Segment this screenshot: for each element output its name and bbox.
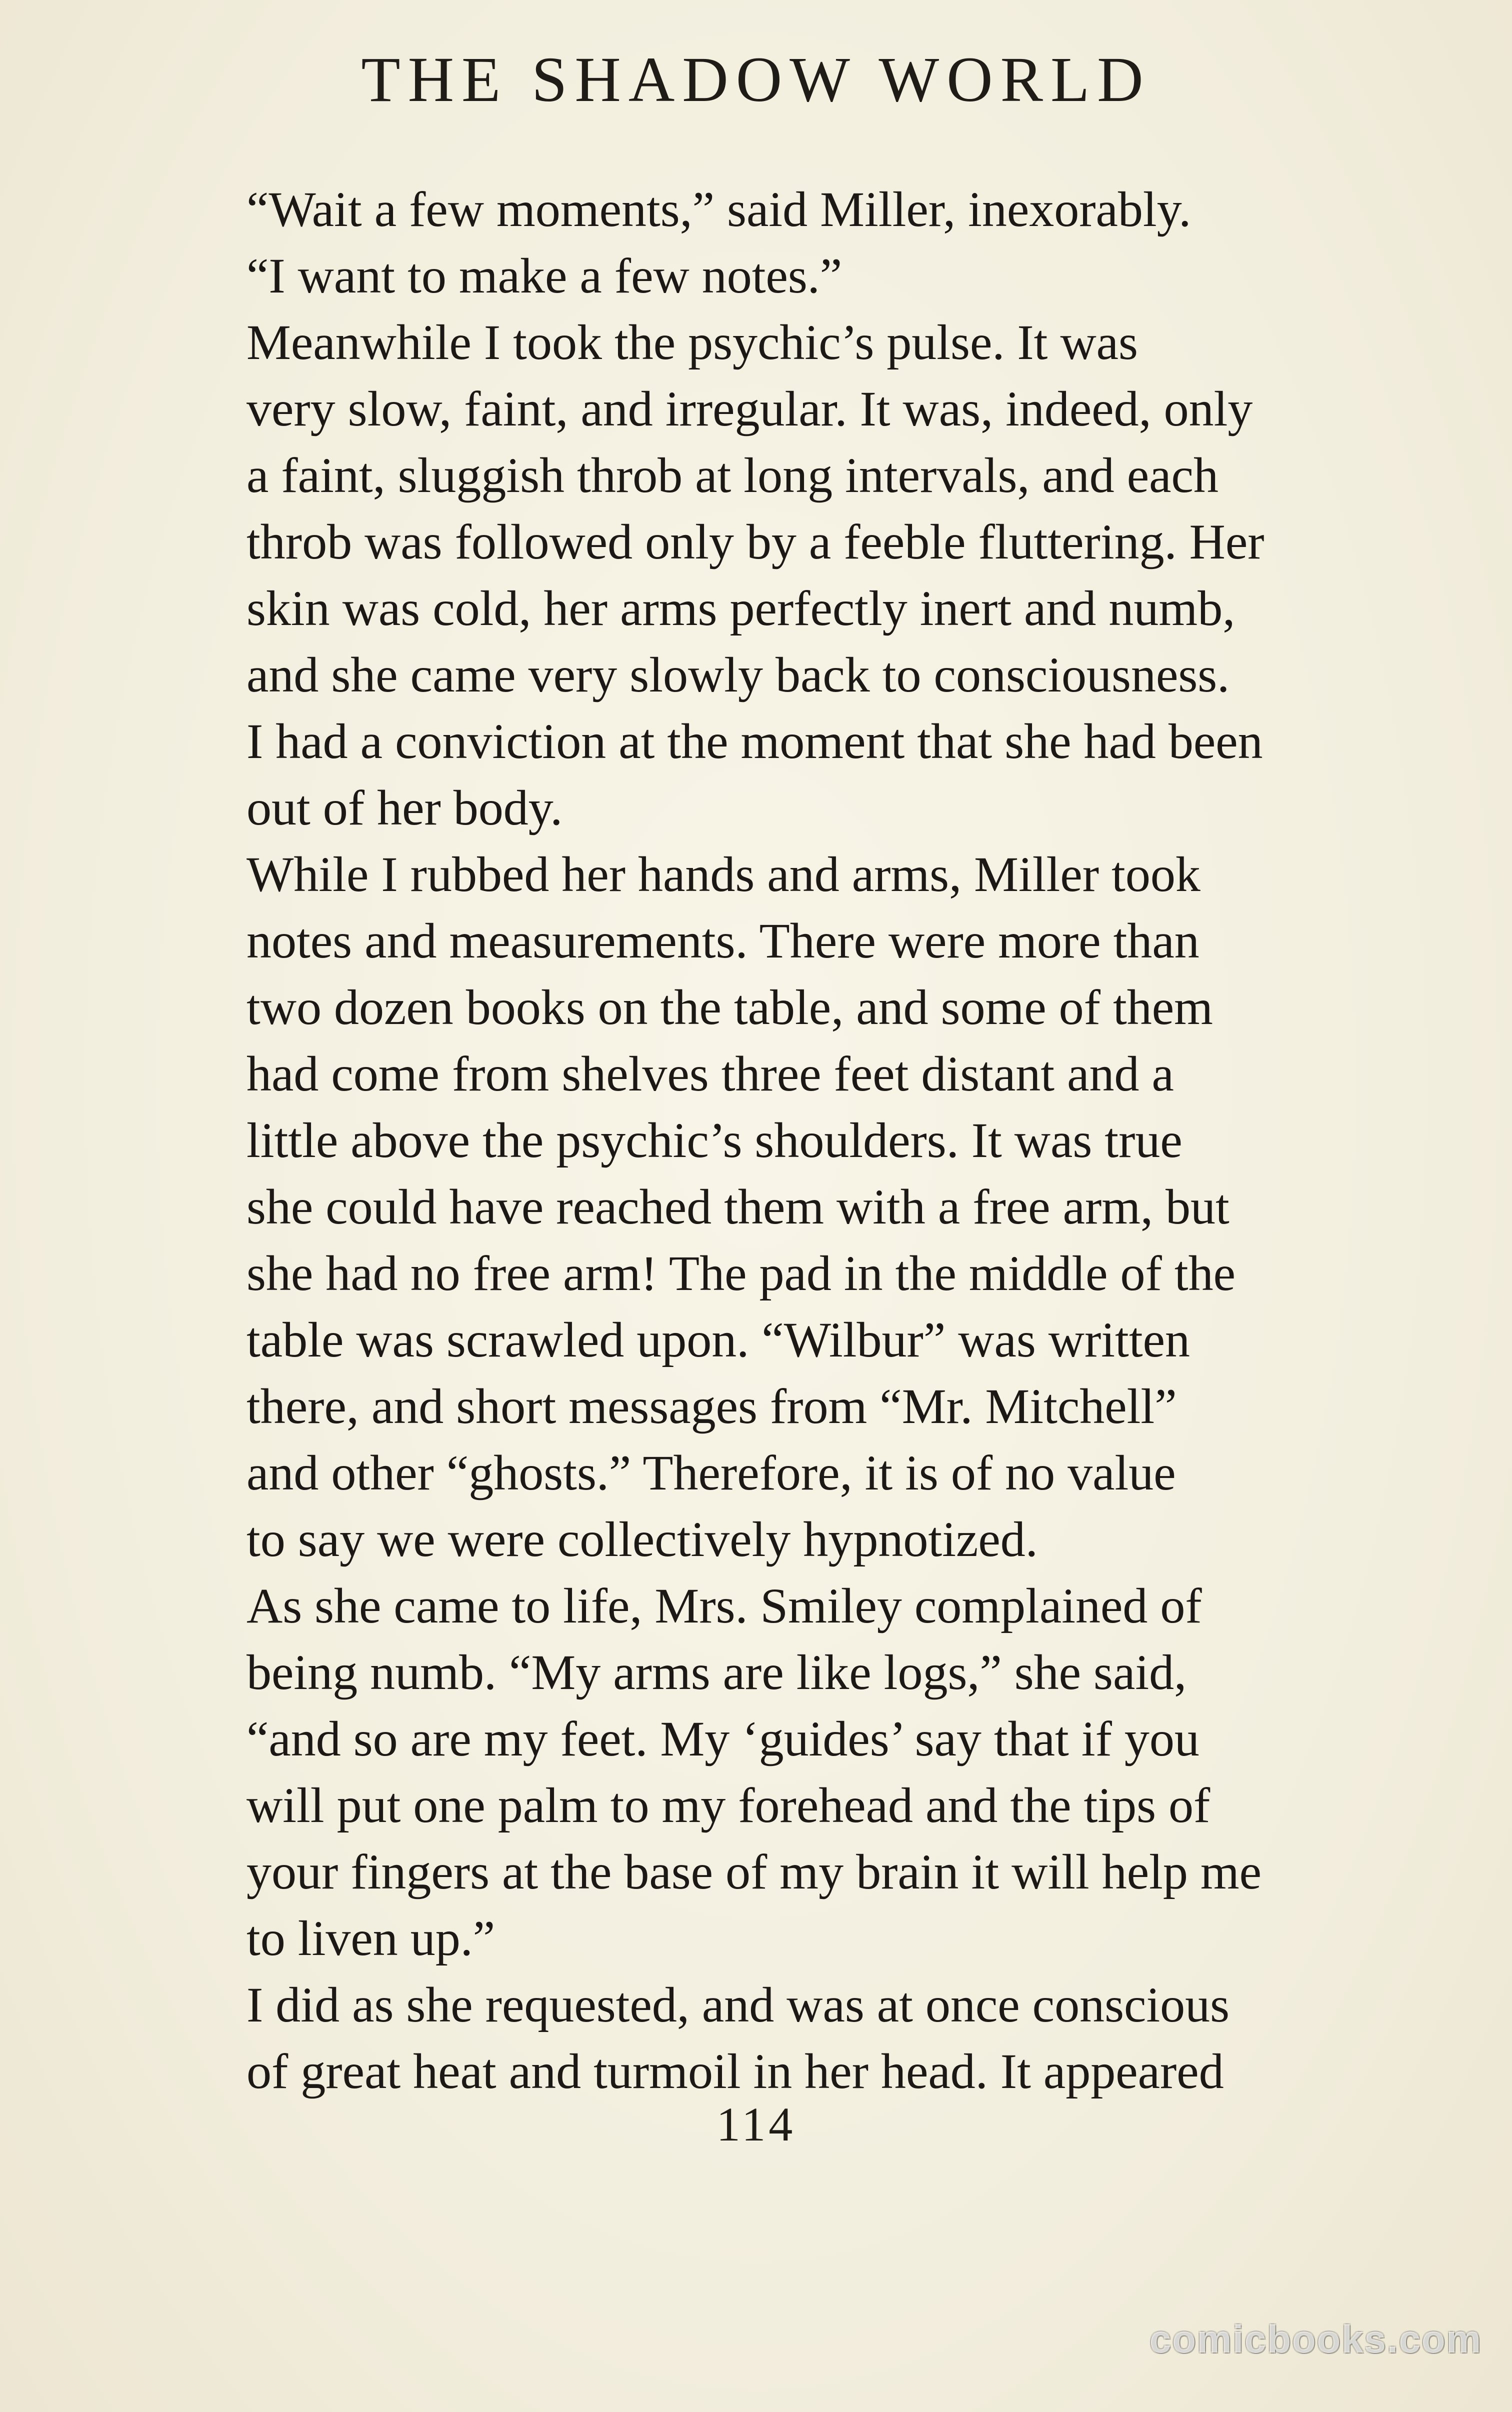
paragraph-1-line-2: “I want to make a few notes.” — [246, 248, 842, 304]
paragraph-2-line-1: Meanwhile I took the psychic’s pulse. It was — [246, 314, 1138, 370]
paragraph-3-line-8: table was scrawled upon. “Wilbur” was written — [246, 1312, 1190, 1368]
paragraph-4-line-1: As she came to life, Mrs. Smiley complained of — [246, 1578, 1202, 1634]
paragraph-4-line-2: being numb. “My arms are like logs,” she said, — [246, 1644, 1187, 1700]
paragraph-2-line-5: skin was cold, her arms perfectly inert and numb, — [246, 580, 1236, 636]
paragraph-3-line-9: there, and short messages from “Mr. Mitchell” — [246, 1378, 1177, 1434]
paragraph-3-line-11: to say we were collectively hypnotized. — [246, 1512, 1038, 1567]
paragraph-2-line-4: throb was followed only by a feeble fluttering. Her — [246, 514, 1264, 570]
paragraph-4-line-6: to liven up.” — [246, 1910, 496, 1966]
paragraph-2-line-2: very slow, faint, and irregular. It was, indeed, only — [246, 381, 1253, 436]
paragraph-4-line-4: will put one palm to my forehead and the tips of — [246, 1778, 1210, 1833]
page-number: 114 — [716, 2098, 796, 2151]
paragraph-2-line-8: out of her body. — [246, 780, 563, 836]
paragraph-3-line-2: notes and measurements. There were more than — [246, 913, 1200, 968]
paragraph-3-line-5: little above the psychic’s shoulders. It was true — [246, 1112, 1182, 1168]
paragraph-3-line-7: she had no free arm! The pad in the middle of the — [246, 1246, 1236, 1301]
paragraph-4-line-5: your fingers at the base of my brain it will help me — [246, 1844, 1262, 1900]
paragraph-3-line-10: and other “ghosts.” Therefore, it is of no value — [246, 1445, 1176, 1500]
body-text — [190, 176, 1426, 2104]
paragraph-1-line-1: “Wait a few moments,” said Miller, inexorably. — [246, 182, 1192, 237]
paragraph-5 — [190, 1972, 1426, 2104]
watermark-text: comicbooks.com — [1149, 2317, 1482, 2361]
paragraph-3-line-4: had come from shelves three feet distant and a — [246, 1046, 1174, 1102]
paragraph-3 — [190, 841, 1426, 1572]
paragraph-5-line-1: I did as she requested, and was at once conscious — [246, 1977, 1230, 2032]
paragraph-4 — [190, 1572, 1426, 1972]
running-title: THE SHADOW WORLD — [361, 44, 1151, 115]
paragraph-2-line-7: I had a conviction at the moment that she had been — [246, 714, 1263, 769]
paragraph-3-line-1: While I rubbed her hands and arms, Miller took — [246, 846, 1200, 902]
paragraph-5-line-2: of great heat and turmoil in her head. It appeared — [246, 2044, 1224, 2099]
paragraph-2-line-6: and she came very slowly back to consciousness. — [246, 647, 1230, 702]
paragraph-3-line-6: she could have reached them with a free arm, but — [246, 1179, 1230, 1234]
paragraph-4-line-3: “and so are my feet. My ‘guides’ say that if you — [246, 1711, 1200, 1766]
paragraph-1 — [190, 176, 1426, 309]
paragraph-2 — [190, 309, 1426, 841]
paragraph-3-line-3: two dozen books on the table, and some of them — [246, 980, 1213, 1035]
paragraph-2-line-3: a faint, sluggish throb at long intervals, and each — [246, 448, 1218, 503]
